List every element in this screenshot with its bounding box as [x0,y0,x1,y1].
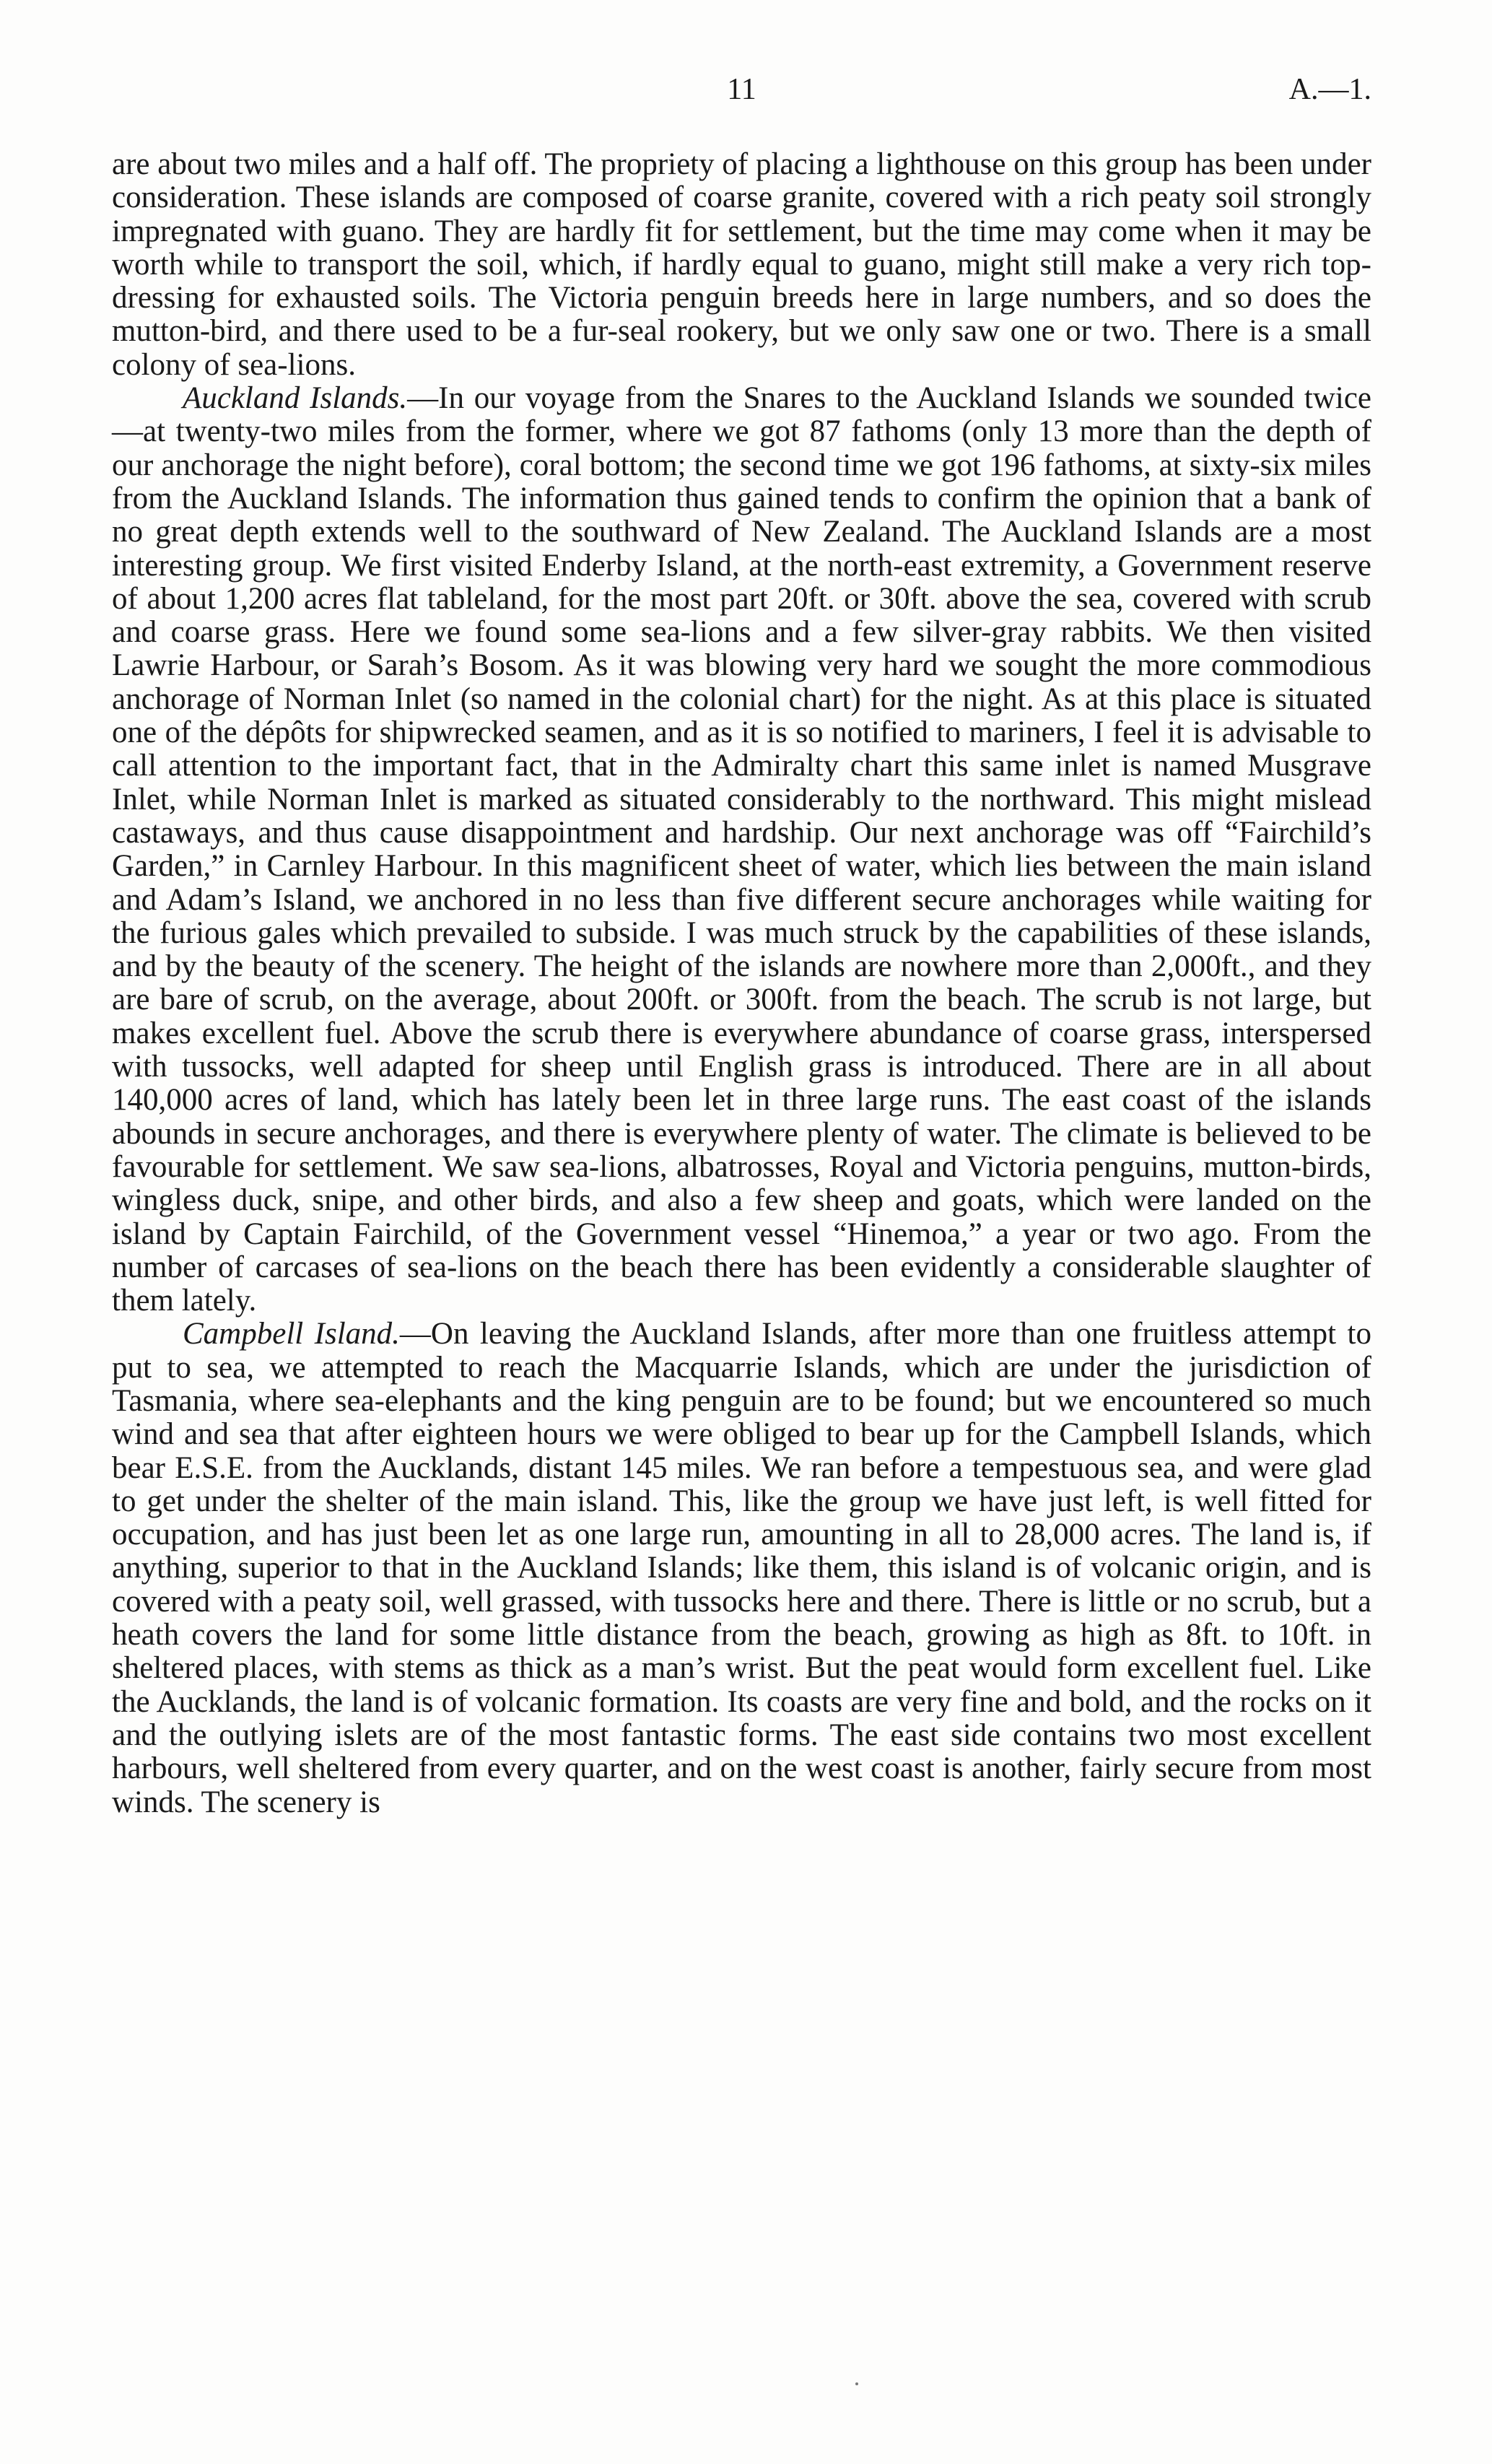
running-head [112,72,1371,123]
paragraph-text: are about two miles and a half off. The propriety of placing a lighthouse on this group has been under consideration. These islands are composed of coarse granite, covered with a rich peaty soil strongly impregnated with guano. They are hardly fit for settlement, but the time may come when it may be worth while to transport the soil, which, if hardly equal to guano, might still make a very rich top-dressing for exhausted soils. The Victoria penguin breeds here in large numbers, and so does the mutton-bird, and there used to be a fur-seal rookery, but we only saw one or two. There is a small colony of sea-lions. [112,147,1371,382]
page-number: 11 [727,73,756,106]
paragraph-heading: Campbell Island. [183,1317,400,1351]
paragraph-text: —In our voyage from the Snares to the Auckland Islands we sounded twice—at twenty-two miles from the former, where we got 87 fathoms (only 13 more than the depth of our anchorage the night before), coral bottom; the second time we got 196 fathoms, at sixty-six miles from the Auckland Islands. The information thus gained tends to confirm the opinion that a bank of no great depth extends well to the southward of New Zealand. The Auckland Islands are a most interesting group. We first visited Enderby Island, at the north-east extremity, a Government reserve of about 1,200 acres flat tableland, for the most part 20ft. or 30ft. above the sea, covered with scrub and coarse grass. Here we found some sea-lions and a few silver-gray rabbits. We then visited Lawrie Harbour, or Sarah’s Bosom. As it was blowing very hard we sought the more commodious anchorage of Norman Inlet (so named in the colonial chart) for the night. As at this place is situated one of the dépôts for shipwrecked seamen, and as it is so notified to mariners, I feel it is advisable to call attention to the important fact, that in the Admiralty chart this same inlet is named Musgrave Inlet, while Norman Inlet is marked as situated considerably to the northward. This might mislead castaways, and thus cause disappointment and hardship. Our next anchorage was off “Fairchild’s Garden,” in Carnley Harbour. In this magnificent sheet of water, which lies between the main island and Adam’s Island, we anchored in no less than five different secure anchorages while waiting for the furious gales which prevailed to subside. I was much struck by the capabilities of these islands, and by the beauty of the scenery. The height of the islands are nowhere more than 2,000ft., and they are bare of scrub, on the average, about 200ft. or 300ft. from the beach. The scrub is not large, but makes excellent fuel. Above the scrub there is everywhere abundance of coarse grass, interspersed with tussocks, well adapted for sheep until English grass is introduced. There are in all about 140,000 acres of land, which has lately been let in three large runs. The east coast of the islands abounds in secure anchorages, and there is everywhere plenty of water. The climate is believed to be favourable for settlement. We saw sea-lions, albatrosses, Royal and Victoria penguins, mutton-birds, wingless duck, snipe, and other birds, and also a few sheep and goats, which were landed on the island by Captain Fairchild, of the Government vessel “Hinemoa,” a year or two ago. From the number of carcases of sea-lions on the beach there has been evidently a considerable slaughter of them lately. [112,381,1371,1318]
paragraph-text: —On leaving the Auckland Islands, after more than one fruitless attempt to put to sea, we attempted to reach the Macquarrie Islands, which are under the jurisdiction of Tasmania, where sea-elephants and the king penguin are to be found; but we encountered so much wind and sea that after eighteen hours we were obliged to bear up for the Campbell Islands, which bear E.S.E. from the Aucklands, distant 145 miles. We ran before a tempestuous sea, and were glad to get under the shelter of the main island. This, like the group we have just left, is well fitted for occupation, and has just been let as one large run, amounting in all to 28,000 acres. The land is, if anything, superior to that in the Auckland Islands; like them, this island is of volcanic origin, and is covered with a peaty soil, well grassed, with tussocks here and there. There is little or no scrub, but a heath covers the land for some little distance from the beach, growing as high as 8ft. to 10ft. in sheltered places, with stems as thick as a man’s wrist. But the peat would form excellent fuel. Like the Aucklands, the land is of volcanic formation. Its coasts are very fine and bold, and the rocks on it and the outlying islets are of the most fantastic forms. The east side contains two most excellent harbours, well sheltered from every quarter, and on the west coast is another, fairly secure from most winds. The scenery is [112,1317,1372,1819]
paragraph-continuation [112,148,1371,382]
paragraph-auckland-islands [112,382,1371,1318]
document-reference: A.—1. [1288,73,1371,106]
body-text [112,148,1371,1819]
paragraph-campbell-island [112,1318,1371,1819]
paragraph-heading: Auckland Islands. [183,381,408,416]
ink-speck [855,2382,858,2385]
